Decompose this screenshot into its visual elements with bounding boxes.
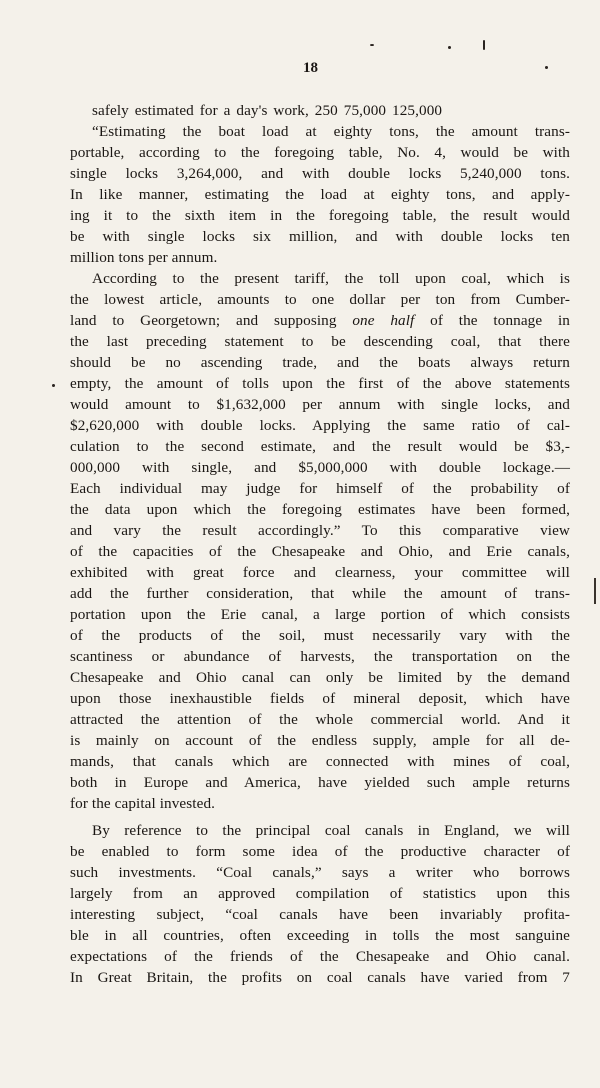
text-line: the data upon which the foregoing estimates have been formed,: [70, 501, 570, 518]
text-line: be enabled to form some idea of the productive character of: [70, 843, 570, 860]
text-line: ble in all countries, often exceeding in tolls the most sanguine: [70, 927, 570, 944]
text-line: would amount to $1,632,000 per annum with single locks, and: [70, 396, 570, 413]
text-line: be with single locks six million, and with double locks ten: [70, 228, 570, 245]
text-line: scantiness or abundance of harvests, the transportation on the: [70, 648, 570, 665]
text-line: mands, that canals which are connected with mines of coal,: [70, 753, 570, 770]
text-line: Each individual may judge for himself of the probability of: [70, 480, 570, 497]
text-line: By reference to the principal coal canals in England, we will: [92, 822, 570, 839]
text-line: “Estimating the boat load at eighty tons, the amount trans-: [92, 123, 570, 140]
text-line: the lowest article, amounts to one dollar per ton from Cumber-: [70, 291, 570, 308]
page-number: 18: [303, 60, 318, 76]
emphasis: one half: [352, 312, 415, 329]
text-line: and vary the result accordingly.” To this comparative view: [70, 522, 570, 539]
text-line: exhibited with great force and clearness, your committee will: [70, 564, 570, 581]
text-line: attracted the attention of the whole commercial world. And it: [70, 711, 570, 728]
text-line: In like manner, estimating the load at eighty tons, and apply-: [70, 186, 570, 203]
text-line: Chesapeake and Ohio canal can only be limited by the demand: [70, 669, 570, 686]
paragraph: [70, 268, 570, 814]
text-line: of the capacities of the Chesapeake and Ohio, and Erie canals,: [70, 543, 570, 560]
paragraph: [70, 100, 570, 268]
margin-mark: [594, 578, 596, 604]
text-line: ing it to the sixth item in the foregoing table, the result would: [70, 207, 570, 224]
text-line: single locks 3,264,000, and with double locks 5,240,000 tons.: [70, 165, 570, 182]
paragraph: [70, 820, 570, 988]
text-line: is mainly on account of the endless supply, ample for all de-: [70, 732, 570, 749]
text-line: land to Georgetown; and supposing one half of the tonnage in: [70, 312, 570, 329]
text-line: largely from an approved compilation of statistics upon this: [70, 885, 570, 902]
text-line: portation upon the Erie canal, a large portion of which consists: [70, 606, 570, 623]
text-line: of the products of the soil, must necessarily vary with the: [70, 627, 570, 644]
text-line: expectations of the friends of the Chesapeake and Ohio canal.: [70, 948, 570, 965]
text-line: portable, according to the foregoing table, No. 4, would be with: [70, 144, 570, 161]
text-line: empty, the amount of tolls upon the first of the above statements: [70, 375, 570, 392]
text-line: both in Europe and America, have yielded such ample returns: [70, 774, 570, 791]
text-line: According to the present tariff, the toll upon coal, which is: [92, 270, 570, 287]
text-line: culation to the second estimate, and the result would be $3,-: [70, 438, 570, 455]
text-line: for the capital invested.: [70, 795, 216, 812]
text-line: $2,620,000 with double locks. Applying the same ratio of cal-: [70, 417, 570, 434]
text-line: the last preceding statement to be descending coal, that there: [70, 333, 570, 350]
text-line: add the further consideration, that while the amount of trans-: [70, 585, 570, 602]
text-line: should be no ascending trade, and the boats always return: [70, 354, 570, 371]
text-line: interesting subject, “coal canals have been invariably profita-: [70, 906, 570, 923]
text-line: In Great Britain, the profits on coal canals have varied from 7: [70, 969, 570, 986]
text-line: 000,000 with single, and $5,000,000 with double lockage.—: [70, 459, 570, 476]
text-line: safely estimated for a day's work, 250 75,000 125,000: [92, 102, 443, 119]
text-line: upon those inexhaustible fields of mineral deposit, which have: [70, 690, 570, 707]
text-line: such investments. “Coal canals,” says a writer who borrows: [70, 864, 570, 881]
body-text: [70, 100, 570, 988]
text-line: million tons per annum.: [70, 249, 218, 266]
